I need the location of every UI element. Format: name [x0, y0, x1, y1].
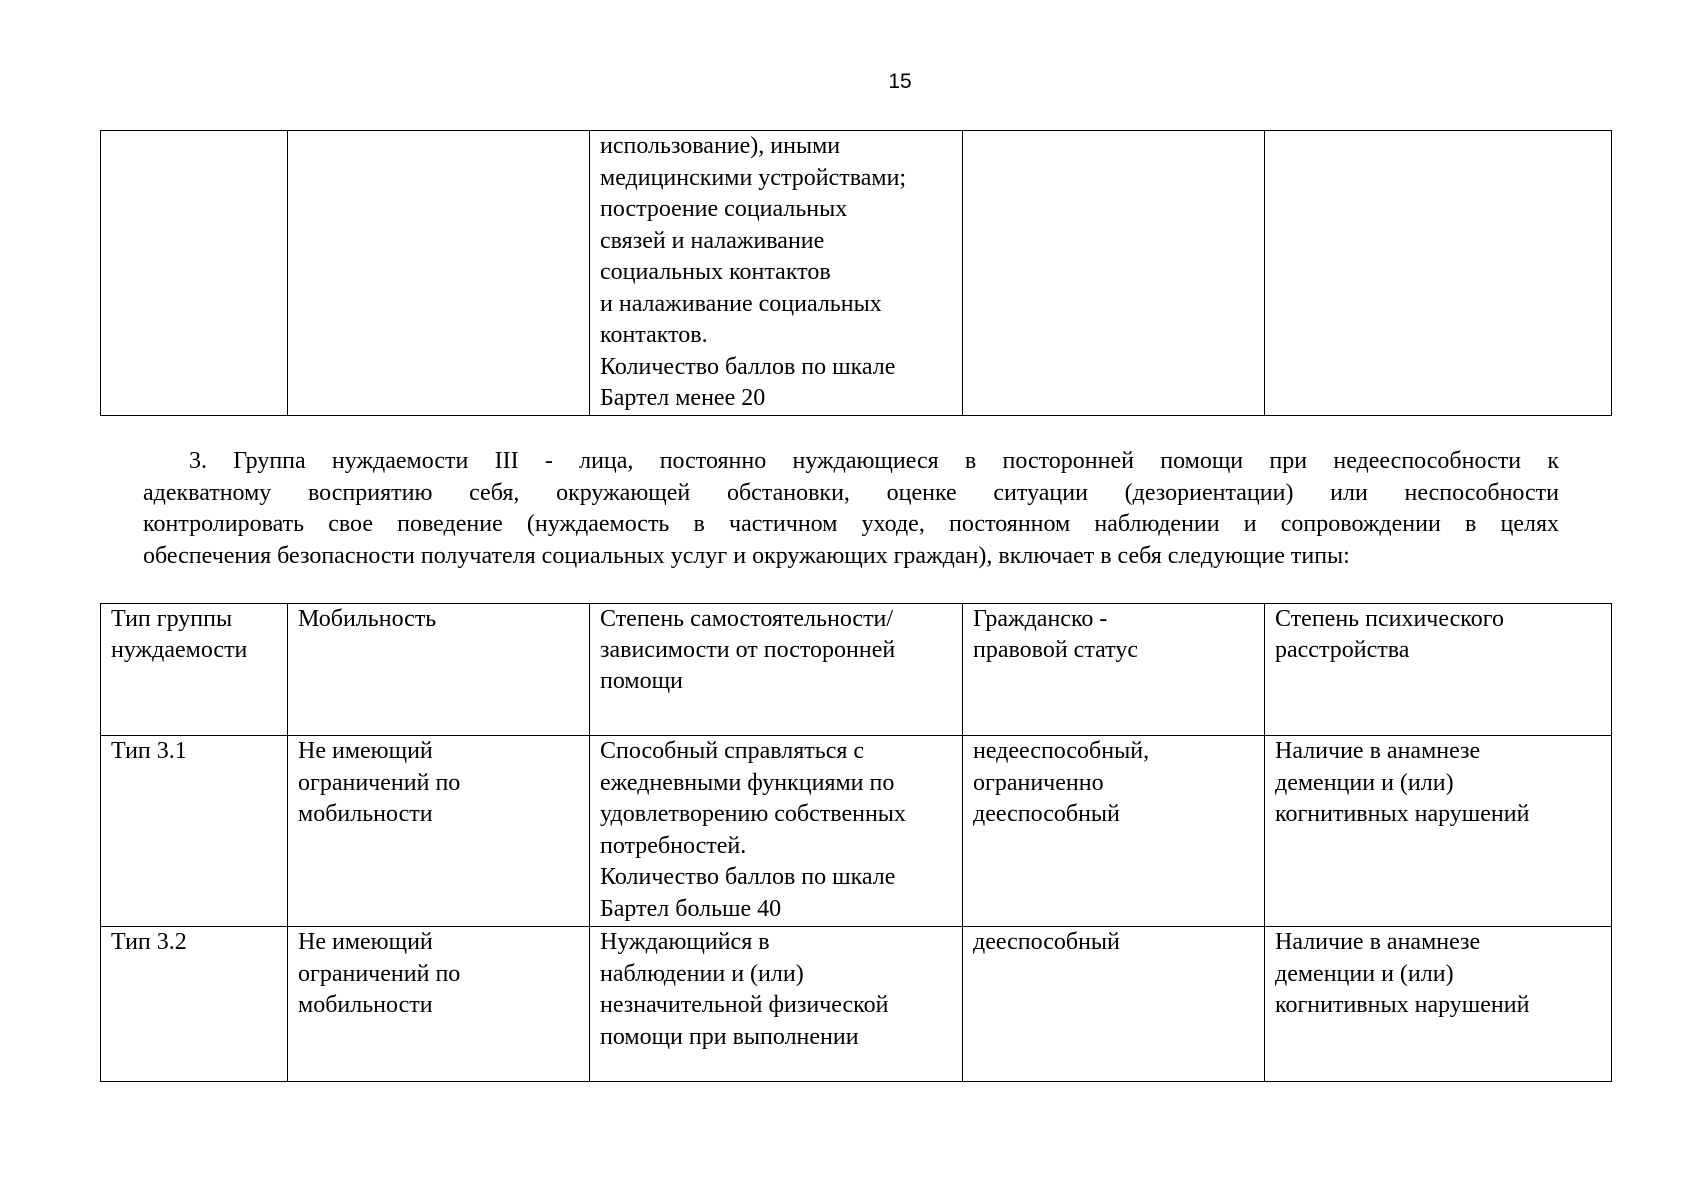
header-line: правовой статус [973, 637, 1138, 663]
table-cell [101, 131, 288, 416]
header-line: Степень самостоятельности/ [600, 606, 894, 632]
header-line: Степень психического [1275, 606, 1504, 632]
cell-line: помощи при выполнении [600, 1023, 859, 1050]
table-cell [590, 131, 963, 416]
cell-line: Бартел больше 40 [600, 895, 782, 922]
column-header-mobility [288, 604, 590, 736]
table-row [101, 736, 1612, 927]
cell-line: Наличие в анамнезе [1275, 738, 1481, 764]
cell-line: построение социальных [600, 196, 848, 222]
cell-line: Количество баллов по шкале [600, 864, 896, 890]
continuation-table [100, 130, 1612, 416]
cell-type [101, 927, 288, 1082]
paragraph-line: адекватному восприятию себя, окружающей обстановки, оценке ситуации (дезориентации) или неспособности [143, 479, 1559, 506]
column-header-mental-disorder [1265, 604, 1612, 736]
cell-line: контактов. [600, 322, 708, 348]
cell-legal-status [963, 736, 1265, 927]
cell-line: деменции и (или) [1275, 769, 1454, 796]
cell-line: ежедневными функциями по [600, 769, 895, 796]
header-line: зависимости от посторонней [600, 637, 896, 663]
header-line: расстройства [1275, 637, 1410, 663]
cell-line: наблюдении и (или) [600, 960, 804, 987]
cell-mobility [288, 736, 590, 927]
cell-line: Тип 3.2 [111, 929, 187, 955]
cell-line: использование), иными [600, 133, 841, 159]
paragraph-line: контролировать свое поведение (нуждаемость в частичном уходе, постоянном наблюдении и сопровождении в целях [143, 511, 1559, 537]
cell-line: когнитивных нарушений [1275, 801, 1530, 827]
cell-line: мобильности [298, 801, 433, 827]
cell-line: когнитивных нарушений [1275, 992, 1530, 1018]
column-header-type [101, 604, 288, 736]
header-line: помощи [600, 668, 683, 694]
cell-line: потребностей. [600, 832, 747, 859]
cell-type [101, 736, 288, 927]
header-line: нуждаемости [111, 637, 248, 663]
body-paragraph [143, 446, 1559, 572]
column-header-independence [590, 604, 963, 736]
cell-mental-disorder [1265, 927, 1612, 1082]
cell-line: деменции и (или) [1275, 960, 1454, 987]
cell-line: Бартел менее 20 [600, 385, 766, 411]
cell-mental-disorder [1265, 736, 1612, 927]
cell-mobility [288, 927, 590, 1082]
cell-line: Количество баллов по шкале [600, 353, 896, 380]
header-line: Тип группы [111, 606, 233, 632]
need-types-table [100, 603, 1612, 1082]
cell-line: ограничений по [298, 769, 461, 796]
cell-line: дееспособный [973, 929, 1120, 955]
paragraph-line: обеспечения безопасности получателя социальных услуг и окружающих граждан), включает в себя следующие типы: [143, 542, 1350, 569]
cell-line: Тип 3.1 [111, 738, 187, 764]
table-row [101, 927, 1612, 1082]
cell-line: Не имеющий [298, 738, 433, 764]
cell-line: недееспособный, [973, 738, 1150, 764]
column-header-legal-status [963, 604, 1265, 736]
cell-line: и налаживание социальных [600, 290, 882, 317]
cell-line: социальных контактов [600, 259, 831, 285]
page-number: 15 [888, 70, 912, 93]
table-cell [963, 131, 1265, 416]
table-cell [288, 131, 590, 416]
cell-line: мобильности [298, 992, 433, 1018]
cell-line: ограничений по [298, 960, 461, 987]
table-header-row [101, 604, 1612, 736]
cell-line: связей и налаживание [600, 227, 825, 254]
cell-line: Не имеющий [298, 929, 433, 955]
header-line: Гражданско - [973, 606, 1108, 632]
cell-line: Нуждающийся в [600, 929, 770, 955]
cell-line: ограниченно [973, 769, 1104, 796]
cell-line: незначительной физической [600, 992, 889, 1018]
cell-independence [590, 736, 963, 927]
table-cell [1265, 131, 1612, 416]
cell-line: медицинскими устройствами; [600, 164, 907, 191]
cell-line: Способный справляться с [600, 738, 865, 764]
cell-line: удовлетворению собственных [600, 801, 906, 827]
cell-legal-status [963, 927, 1265, 1082]
cell-independence [590, 927, 963, 1082]
cell-line: Наличие в анамнезе [1275, 929, 1481, 955]
cell-line: дееспособный [973, 801, 1120, 827]
header-line: Мобильность [298, 606, 437, 632]
paragraph-line: 3. Группа нуждаемости III - лица, постоянно нуждающиеся в посторонней помощи при недееспособности к [189, 448, 1559, 474]
table-row [101, 131, 1612, 416]
